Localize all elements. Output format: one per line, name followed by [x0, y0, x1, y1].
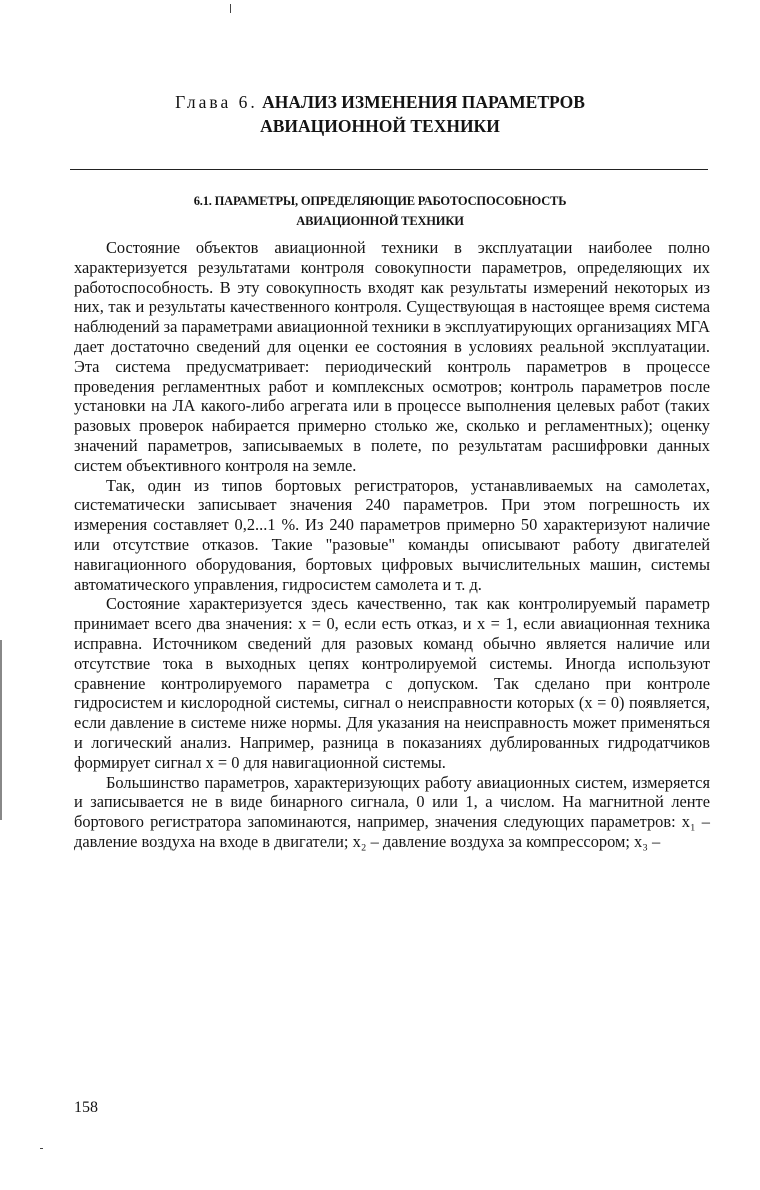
scan-artifact: [40, 1148, 43, 1149]
chapter-title-line1: АНАЛИЗ ИЗМЕНЕНИЯ ПАРАМЕТРОВ: [262, 92, 585, 112]
chapter-label: Глава 6.: [175, 92, 258, 112]
chapter-title-line2: АВИАЦИОННОЙ ТЕХНИКИ: [260, 116, 500, 136]
paragraph: Состояние характеризуется здесь качественно, так как контролируемый параметр принимает всего два значения: x = 0, если есть отказ, и x = 1, если авиационная техника исправна. Источником сведений для разовых команд обычно является наличие или отсутствие тока в выходных цепях контролируемой системы. Иногда используют сравнение контролируемого параметра с допуском. Так сделано при контроле гидросистем и кислородной системы, сигнал о неисправности которых (x = 0) появляется, если давление в системе ниже нормы. Для указания на неисправность может применяться и логический анализ. Например, разница в показаниях дублированных гидродатчиков формирует сигнал x = 0 для навигационной системы.: [74, 594, 710, 772]
scan-artifact: [0, 640, 2, 820]
header-rule: [70, 169, 708, 170]
body-text: [74, 238, 710, 852]
section-heading: [0, 191, 760, 231]
section-title-line2: АВИАЦИОННОЙ ТЕХНИКИ: [296, 214, 464, 228]
scan-artifact: [230, 4, 231, 13]
section-title-line1: 6.1. ПАРАМЕТРЫ, ОПРЕДЕЛЯЮЩИЕ РАБОТОСПОСОБНОСТЬ: [193, 194, 567, 208]
page-number: 158: [74, 1099, 98, 1116]
chapter-heading: [0, 90, 760, 138]
paragraph: Состояние объектов авиационной техники в эксплуатации наиболее полно характеризуется результатами контроля совокупности параметров, определяющих их работоспособность. В эту совокупность входят как результаты измерений некоторых из них, так и результаты качественного контроля. Существующая в настоящее время система наблюдений за параметрами авиационной техники в эксплуатирующих организациях МГА дает достаточно сведений для оценки ее состояния в условиях реальной эксплуатации. Эта система предусматривает: периодический контроль параметров в процессе проведения регламентных работ и комплексных осмотров; контроль параметров после установки на ЛА какого-либо агрегата или в процессе выполнения целевых работ (таких разовых проверок набирается примерно столько же, сколько и регламентных); оценку значений параметров, записываемых в полете, по результатам расшифровки данных систем объективного контроля на земле.: [74, 238, 710, 475]
paragraph: Большинство параметров, характеризующих работу авиационных систем, измеряется и записывается не в виде бинарного сигнала, 0 или 1, а числом. На магнитной ленте бортового регистратора запоминаются, например, значения следующих параметров: x₁ – давление воздуха на входе в двигатели; x₂ – давление воздуха за компрессором; x₃ –: [74, 772, 710, 851]
paragraph: Так, один из типов бортовых регистраторов, устанавливаемых на самолетах, систематически записывает значения 240 параметров. При этом погрешность их измерения составляет 0,2...1 %. Из 240 параметров примерно 50 характеризуют наличие или отсутствие отказов. Такие "разовые" команды описывают работу двигателей навигационного оборудования, бортовых цифровых вычислительных машин, системы автоматического управления, гидросистем самолета и т. д.: [74, 475, 710, 594]
